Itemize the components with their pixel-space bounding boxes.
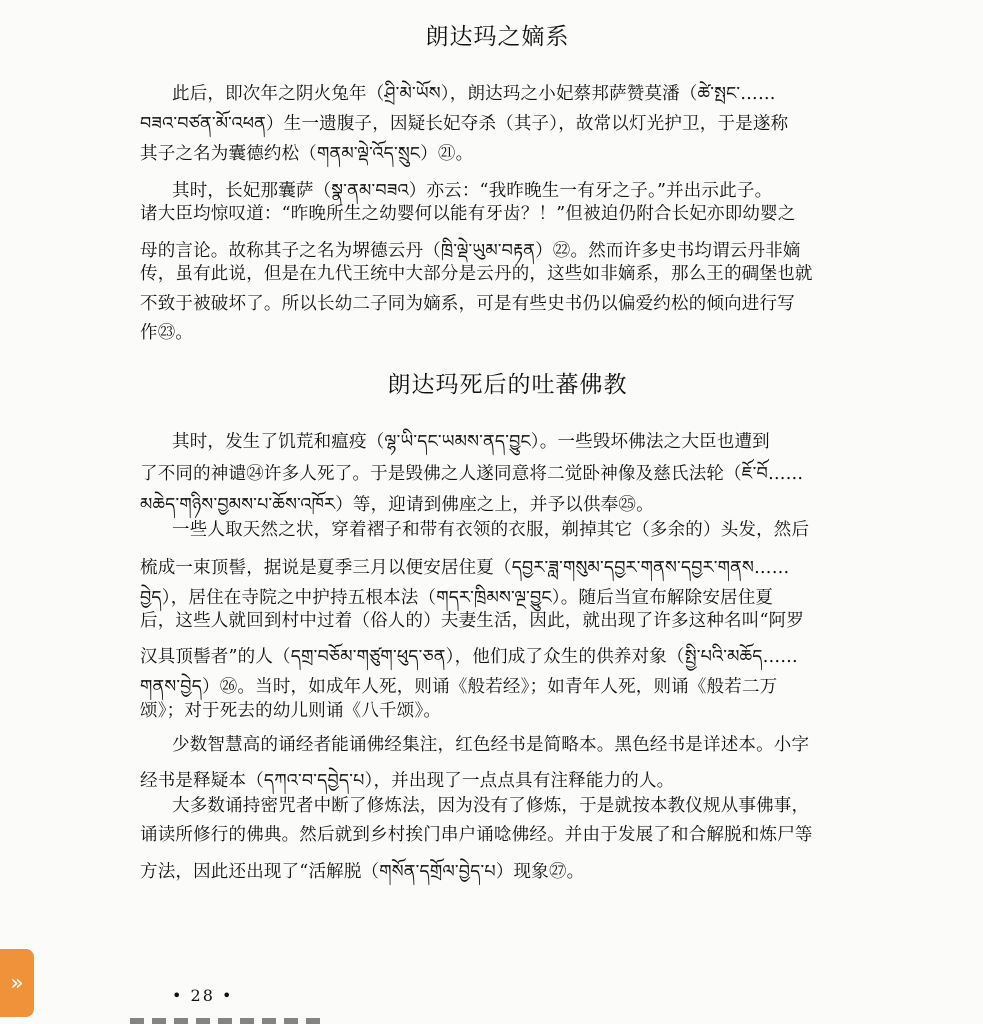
page-number: • 28 • (172, 986, 234, 1005)
section-heading-1: 朗达玛之嫡系 (425, 24, 570, 50)
text-line: 其子之名为囊德约松（གནམ་ལྡེ་འོད་སྲུང）㉑。 (140, 144, 474, 164)
text-line: མཆེད་གཉིས་བྱམས་པ་ཆོས་འཁོར）等，迎请到佛座之上，并予以供奉㉕。 (140, 495, 654, 515)
text-line: 后，这些人就回到村中过着（俗人的）夫妻生活，因此，就出现了许多这种名叫“阿罗 (140, 611, 805, 631)
text-line: 作㉓。 (140, 323, 194, 343)
text-line: 母的言论。故称其子之名为堺德云丹（ཁྲི་ལྡེ་ཡུམ་བརྟན）㉒。然而许多史书均谓云丹非嫡 (140, 241, 801, 261)
text-line: 大多数诵持密咒者中断了修炼法，因为没有了修炼，于是就按本教仪规从事佛事， (172, 796, 810, 816)
text-line: བྱེད），居住在寺院之中护持五根本法（གདར་ཁྲིམས་ལྔ་བྱུང）。随后当宣布解除安居住夏 (140, 588, 774, 608)
sidebar-toggle-tab[interactable] (0, 949, 34, 1017)
text-line: 诸大臣均惊叹道：“昨晚所生之幼婴何以能有牙齿？！”但被迫仍附合长妃亦即幼婴之 (140, 204, 796, 224)
text-line: 经书是释疑本（དཀའ་བ་དབྱེད་པ），并出现了一点点具有注释能力的人。 (140, 771, 675, 791)
text-line: 一些人取天然之状，穿着褶子和带有衣领的衣服，剃掉其它（多余的）头发，然后 (172, 520, 810, 540)
text-line: 诵读所修行的佛典。然后就到乡村挨门串户诵唸佛经。并由于发展了和合解脱和炼尸等 (140, 825, 813, 845)
text-line: 汉具顶髻者”的人（དགྲ་བཅོམ་གཙུག་ཕུད་ཅན），他们成了众生的供养对象（སྤྱི་པའི་མཆོད…… (140, 647, 798, 667)
text-line: 此后，即次年之阴火兔年（ཤྲི་མེ་ཡོས），朗达玛之小妃蔡邦萨赞莫潘（ཚེ་སྤང་…… (172, 84, 776, 104)
text-line: 传，虽有此说，但是在九代王统中大部分是云丹的，这些如非嫡系，那么王的碉堡也就 (140, 264, 813, 284)
text-line: 方法，因此还出现了“活解脱（གསོན་དགྲོལ་བྱེད་པ）现象㉗。 (140, 862, 585, 882)
text-line: 了不同的神谴㉔许多人死了。于是毁佛之人遂同意将二觉卧神像及慈氏法轮（ཇོ་བོ…… (140, 464, 804, 484)
text-line: 其时，发生了饥荒和瘟疫（ལྷ་ཡི་དང་ཡམས་ནད་བྱུང）。一些毁坏佛法之大臣也遭到 (172, 432, 770, 452)
section-heading-2: 朗达玛死后的吐蕃佛教 (387, 372, 628, 398)
text-line: 颂》；对于死去的幼儿则诵《八千颂》。 (140, 701, 442, 721)
text-line: 梳成一束顶髻，据说是夏季三月以便安居住夏（དབྱར་ཟླ་གསུམ་དབྱར་གནས་དབྱར་གནས…… (140, 558, 790, 578)
bottom-edge-marks (130, 1018, 320, 1024)
text-line: 其时，长妃那囊萨（སྣ་ནམ་བཟའ）亦云：“我昨晚生一有牙之子。”并出示此子。 (172, 181, 773, 201)
text-line: 不致于被破坏了。所以长幼二子同为嫡系，可是有些史书仍以偏爱约松的倾向进行写 (140, 294, 795, 314)
double-chevron-right-icon: » (10, 970, 24, 996)
text-line: 少数智慧高的诵经者能诵佛经集注，红色经书是简略本。黑色经书是详述本。小字 (172, 735, 810, 755)
text-line: བཟའ་བཙན་མོ་འཕན）生一遗腹子，因疑长妃夺杀（其子），故常以灯光护卫，于是遂称 (140, 114, 789, 134)
text-line: གནས་བྱེད）㉖。当时，如成年人死，则诵《般若经》；如青年人死，则诵《般若二万 (140, 677, 778, 697)
